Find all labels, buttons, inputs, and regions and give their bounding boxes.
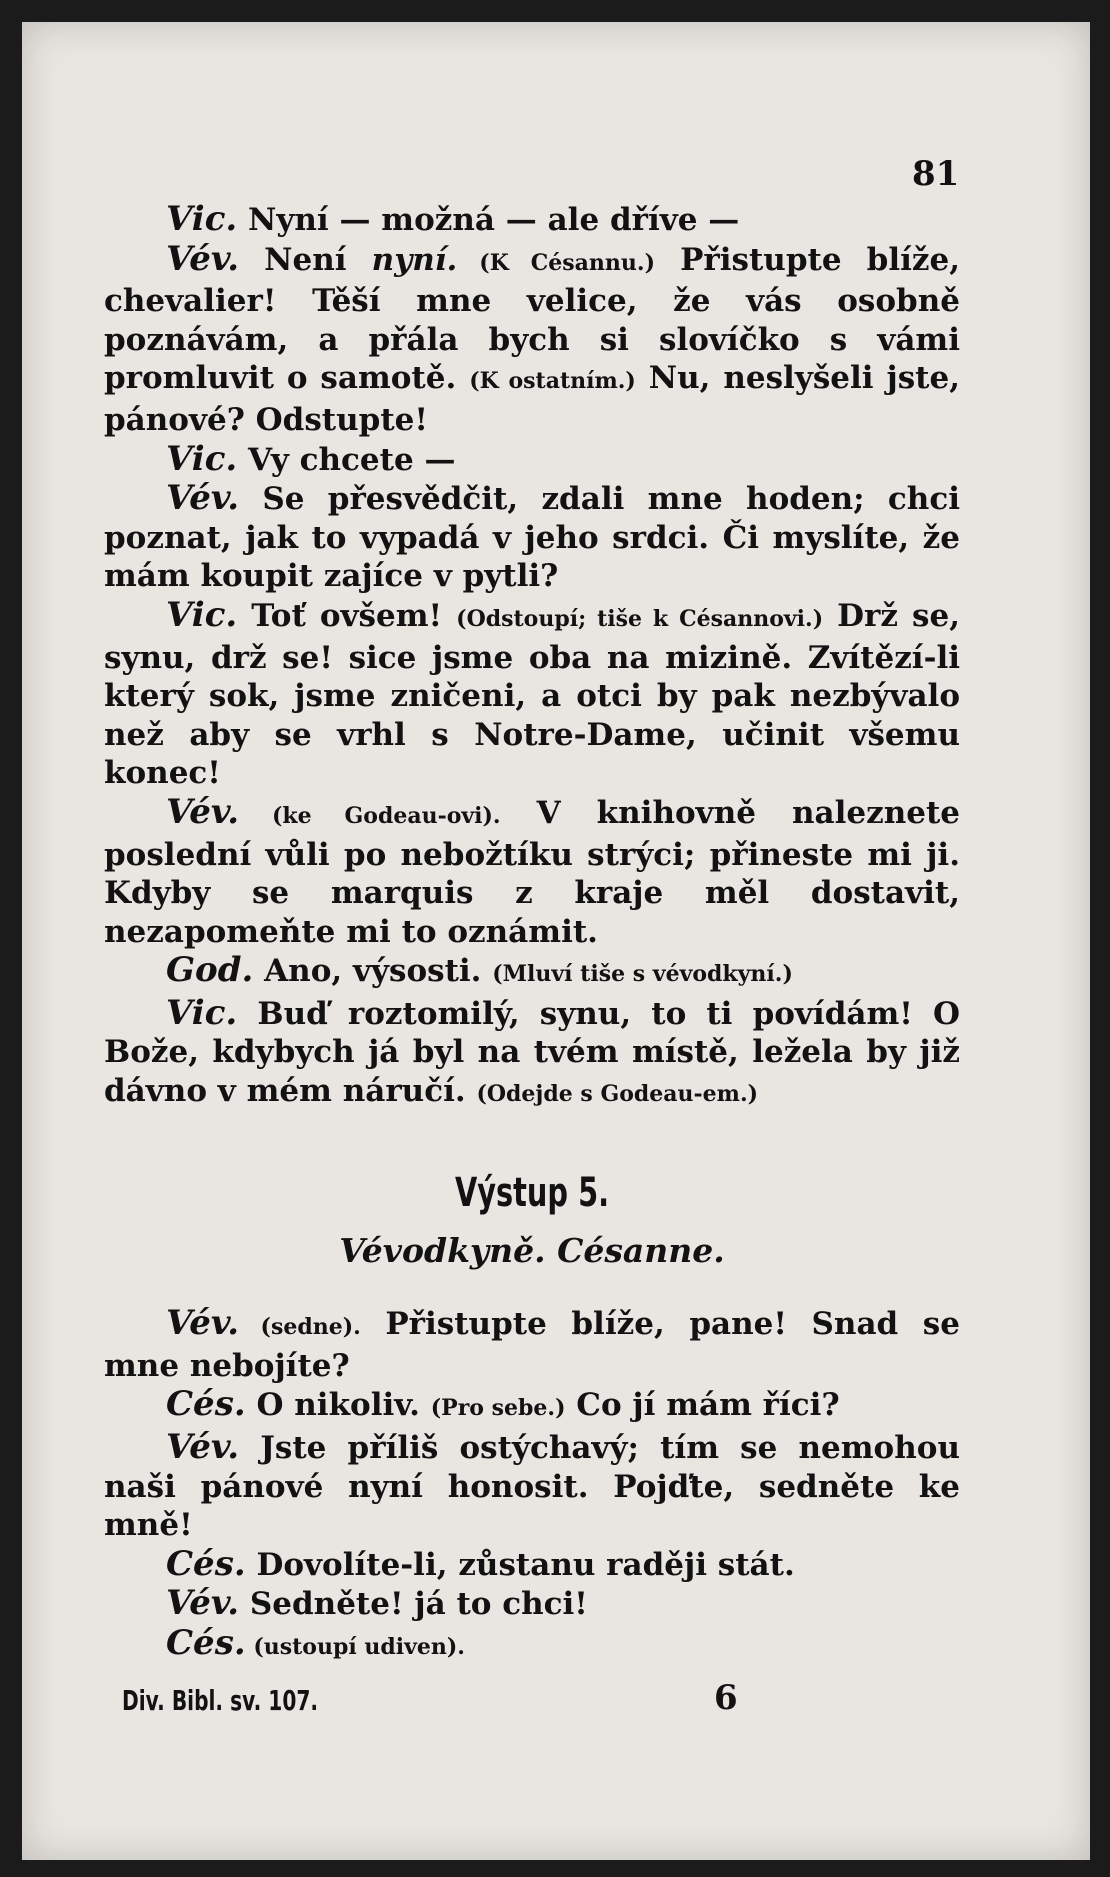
stage-direction: (Odejde s Godeau-em.) xyxy=(476,1081,759,1108)
speaker-name: Vév. xyxy=(166,1427,240,1468)
dialogue-text: Drž se, synu, drž se! sice jsme oba na mizině. Zvítězí-li který sok, jsme zničeni, a otci by pak nezbývalo než aby se vrhl s Notre-Dame, učinit všemu konec! xyxy=(104,597,960,792)
dialogue-text: Toť ovšem! xyxy=(237,597,457,634)
dialogue-text: Přistupte blíže, chevalier! Těší mne velice, že vás osobně poznávám, a přála bych si slovíčko s vámi promluvit o samotě. xyxy=(104,241,960,397)
dialogue-line xyxy=(104,240,960,440)
speaker-name: Vic. xyxy=(166,438,238,479)
stage-direction: (Pro sebe.) xyxy=(430,1395,566,1422)
speaker-name: Vév. xyxy=(166,238,240,279)
speaker-name: Vic. xyxy=(166,594,238,635)
speaker-name: Cés. xyxy=(166,1623,246,1663)
dialogue-line xyxy=(104,1624,960,1667)
dialogue-line xyxy=(104,1428,960,1545)
signature-mark: 6 xyxy=(714,1678,738,1718)
speaker-name: Vév. xyxy=(166,478,240,519)
dialogue-text: Sedněte! já to chci! xyxy=(239,1586,588,1623)
dialogue-line xyxy=(104,994,960,1114)
dialogue-text: Nyní — možná — ale dříve — xyxy=(237,202,740,238)
stage-direction: (ustoupí udiven). xyxy=(245,1634,465,1660)
dialogue-line xyxy=(104,1385,960,1428)
dialogue-text: O nikoliv. xyxy=(245,1387,431,1424)
book-page xyxy=(22,22,1090,1860)
speaker-name: Vic. xyxy=(166,992,238,1033)
speaker-name: Cés. xyxy=(166,1543,246,1584)
speaker-name: Cés. xyxy=(166,1384,246,1425)
scene-heading: Výstup 5. xyxy=(454,1169,610,1216)
dialogue-line xyxy=(104,1304,960,1385)
footer-imprint: Div. Bibl. sv. 107. xyxy=(122,1684,319,1717)
stage-direction: (Mluví tiše s vévodkyní.) xyxy=(492,961,793,988)
emphasis-text: nyní. xyxy=(371,241,458,278)
dialogue-text: Nu, neslyšeli jste, pánové? Odstupte! xyxy=(104,360,960,438)
dialogue-text: Buď roztomilý, synu, to ti povídám! O Bože, kdybych já byl na tvém místě, ležela by již dávno v mém náručí. xyxy=(104,995,960,1110)
speaker-name: God. xyxy=(166,950,254,991)
dialogue-text: Co jí mám říci? xyxy=(565,1387,840,1424)
dialogue-text: Přistupte blíže, pane! Snad se mne nebojíte? xyxy=(104,1306,960,1384)
dialogue-text: Jste příliš ostýchavý; tím se nemohou naši pánové nyní honosit. Pojďte, sedněte ke mně! xyxy=(104,1430,960,1544)
dialogue-line xyxy=(104,440,960,480)
speaker-name: Vév. xyxy=(166,1583,240,1624)
speaker-name: Vév. xyxy=(166,791,240,832)
stage-direction: (K Césannu.) xyxy=(457,249,655,276)
dialogue-text: Vy chcete — xyxy=(237,441,456,478)
stage-direction: (K ostatním.) xyxy=(469,368,636,395)
scene-characters: Vévodkyně. Césanne. xyxy=(339,1230,725,1270)
dialogue-line xyxy=(104,596,960,793)
speaker-name: Vév. xyxy=(166,1303,240,1344)
dialogue-text: Není xyxy=(239,241,372,278)
dialogue-text: Dovolíte-li, zůstanu raději stát. xyxy=(245,1546,795,1583)
stage-direction: (ke Godeau-ovi). xyxy=(239,802,501,829)
dialogue-text: Ano, výsosti. xyxy=(253,953,493,990)
dialogue-text: Se přesvědčit, zdali mne hoden; chci poznat, jak to vypadá v jeho srdci. Či myslíte, že mám koupit zajíce v pytli? xyxy=(104,481,960,595)
page-text xyxy=(104,200,960,1667)
dialogue-line xyxy=(104,200,960,240)
dialogue-line xyxy=(104,793,960,951)
dialogue-line xyxy=(104,951,960,994)
page-number: 81 xyxy=(912,154,960,194)
dialogue-text: V knihovně naleznete poslední vůli po nebožtíku strýci; přineste mi ji. Kdyby se marquis z kraje měl dostavit, nezapomeňte mi to oznámit. xyxy=(104,794,960,950)
stage-direction: (sedne). xyxy=(239,1314,361,1341)
dialogue-line xyxy=(104,1584,960,1624)
stage-direction: (Odstoupí; tiše k Césannovi.) xyxy=(456,605,824,632)
dialogue-line xyxy=(104,479,960,596)
dialogue-line xyxy=(104,1545,960,1585)
speaker-name: Vic. xyxy=(166,199,238,239)
